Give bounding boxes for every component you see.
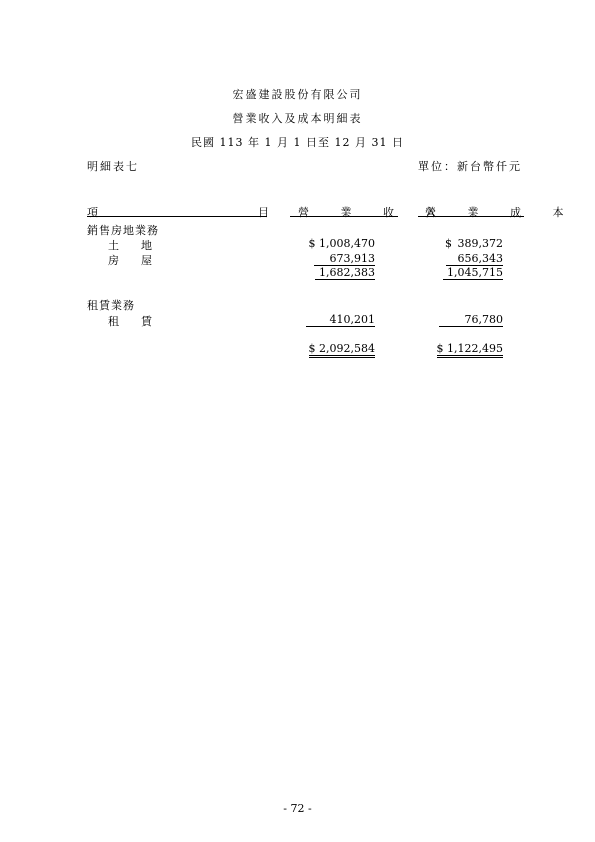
header-rule-revenue — [290, 216, 398, 217]
total-cost — [437, 342, 503, 358]
row-label-land: 土 地 — [108, 239, 152, 252]
row-revenue-lease — [306, 313, 376, 327]
row-cost-building — [446, 252, 504, 266]
row-label-building: 房 屋 — [108, 254, 152, 267]
cost-building-value: 656,343 — [446, 253, 504, 266]
column-header-item: 項 — [87, 206, 98, 219]
row-label-lease: 租 賃 — [108, 315, 152, 328]
row-revenue-land: $ 1,008,470 — [308, 237, 375, 250]
unit-label: 單位：新台幣仟元 — [418, 160, 522, 173]
column-header-item-end: 目 — [258, 206, 269, 219]
section-title-sales: 銷售房地業務 — [87, 224, 159, 237]
header-rule-item — [87, 216, 267, 217]
cost-lease-value: 76,780 — [439, 314, 504, 327]
revenue-building-value: 673,913 — [314, 253, 376, 266]
total-revenue-value: $ 2,092,584 — [309, 343, 375, 358]
section-title-leasing: 租賃業務 — [87, 299, 135, 312]
report-period: 民國 113 年 1 月 1 日至 12 月 31 日 — [191, 136, 404, 149]
total-cost-value: $ 1,122,495 — [437, 343, 503, 358]
report-title: 營業收入及成本明細表 — [232, 112, 363, 125]
subtotal-cost — [443, 266, 503, 280]
company-name: 宏盛建設股份有限公司 — [232, 88, 363, 101]
page-number: - 72 - — [283, 802, 312, 815]
subtotal-revenue-value: 1,682,383 — [315, 267, 375, 280]
subtotal-cost-value: 1,045,715 — [443, 267, 503, 280]
column-header-revenue: 營 業 收 入 — [298, 206, 451, 219]
subtotal-revenue — [315, 266, 375, 280]
revenue-lease-value: 410,201 — [306, 314, 376, 327]
column-header-cost: 營 業 成 本 — [425, 206, 578, 219]
row-cost-sign-land: $ — [445, 237, 452, 250]
header-rule-cost — [418, 216, 524, 217]
total-revenue — [309, 342, 375, 358]
schedule-label: 明細表七 — [87, 160, 139, 173]
row-cost-lease — [439, 313, 504, 327]
row-revenue-building — [314, 252, 376, 266]
row-cost-land: 389,372 — [457, 237, 503, 250]
